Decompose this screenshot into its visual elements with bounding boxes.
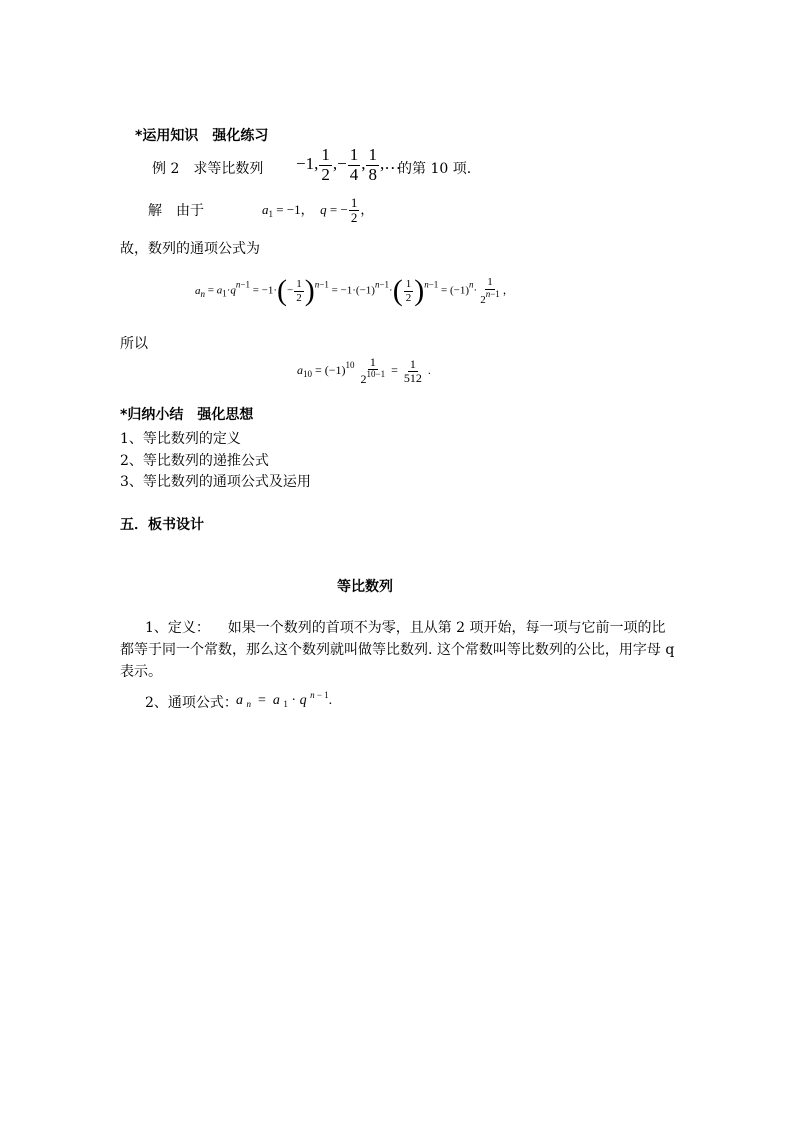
formula-label: 2、通项公式： — [145, 695, 238, 711]
board-title: 等比数列 — [337, 579, 393, 595]
summary-item: 3、等比数列的通项公式及运用 — [120, 474, 311, 490]
therefore-text: 故，数列的通项公式为 — [120, 241, 260, 257]
summary-item: 2、等比数列的递推公式 — [120, 453, 269, 469]
definition-paragraph: 1、定义： 如果一个数列的首项不为零，且从第 2 项开始，每一项与它前一项的比都等于同一个常数，那么这个数列就叫做等比数列. 这个常数叫等比数列的公比，用字母 q 表示。 — [120, 620, 675, 680]
summary-item: 1、等比数列的定义 — [120, 431, 241, 447]
solution-label: 解 由于 — [148, 203, 204, 219]
summary-heading: *归纳小结 强化思想 — [120, 407, 254, 423]
given-values: $a_1 = -1$， q = − $\frac{1}{2}$ ， — [262, 195, 374, 226]
so-text: 所以 — [120, 336, 148, 352]
board-heading: 五．板书设计 — [120, 517, 204, 533]
practice-heading: *运用知识 强化练习 — [135, 128, 269, 144]
a10-result: $a_{10} = (-1)^{10}$ $\frac{1}{2^{10-1}}$ = $\frac{1}{512}$ . — [297, 355, 431, 387]
example-sequence: −1, $\frac{1}{2}$ ,− $\frac{1}{4}$ , $\frac{1}{8}$ ,… — [296, 145, 402, 184]
example-2-label: 例 2 求等比数列 — [152, 161, 264, 177]
example-suffix: 的第 10 项. — [398, 161, 472, 177]
formula-expression: a $_n$ = a $_1$ · q $^{n - 1}$. — [236, 690, 333, 709]
general-formula: $a_n = a_1\cdot q^{n-1} = -1\cdot(-$ $\frac{1}{2}$ )$^{n-1} = -1\cdot(-1)^{n-1}\cdot$( $\frac{1}{2}$ )$^{n-1} = (-1)^n\cdot$ $\frac{1}{2^{n-1}}$ ， — [195, 274, 514, 307]
